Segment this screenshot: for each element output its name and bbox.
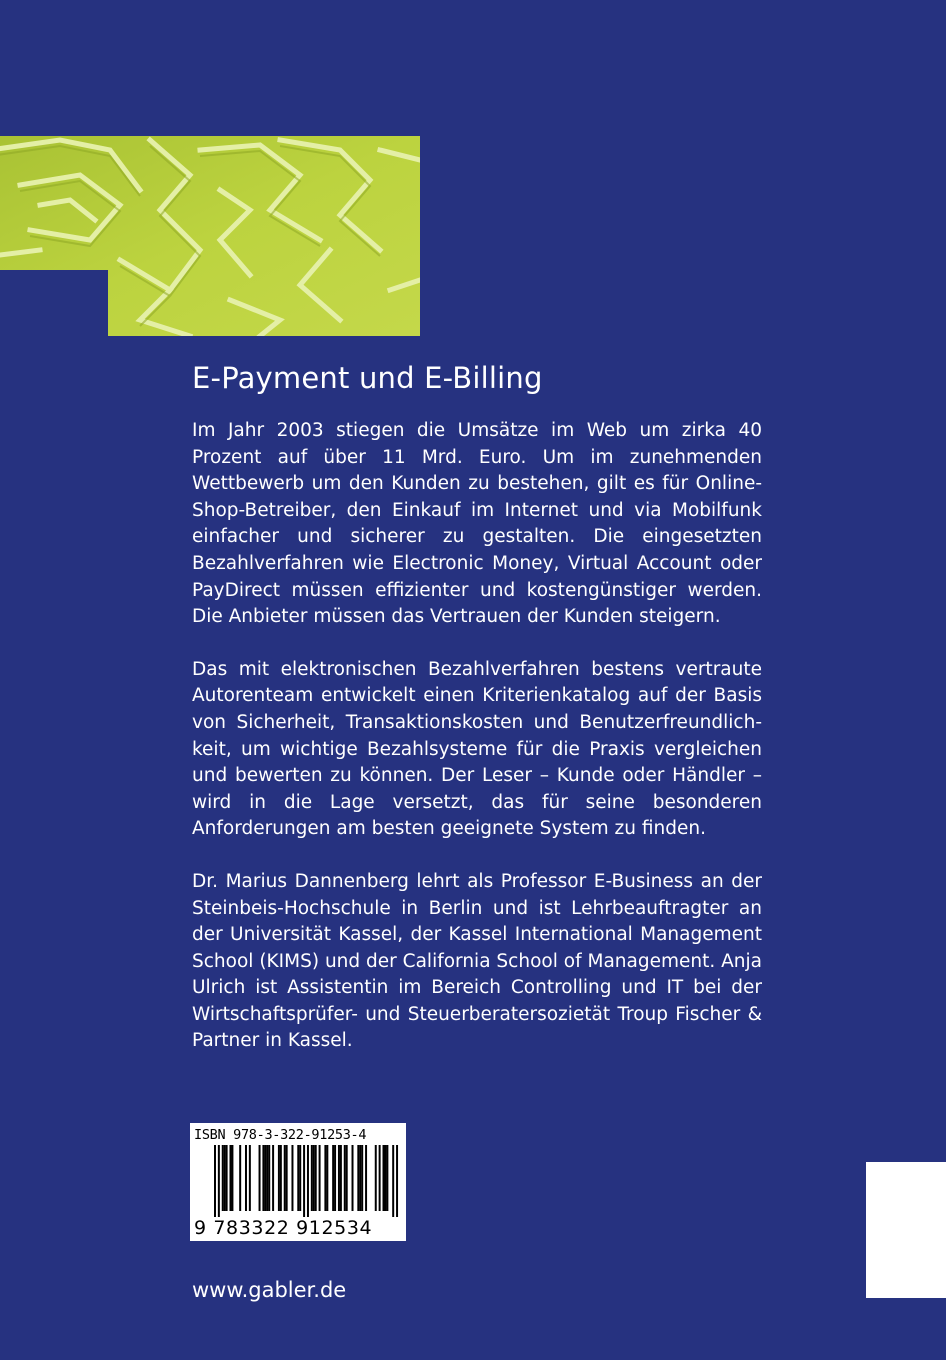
barcode-bar: [383, 1145, 385, 1211]
barcode-bar: [278, 1145, 280, 1211]
barcode-bar: [352, 1145, 354, 1211]
barcode-bar: [386, 1145, 388, 1211]
ean-digits: 9 783322 912534: [194, 1217, 373, 1239]
barcode-bar: [272, 1145, 274, 1211]
barcode-bar: [222, 1145, 224, 1211]
maze-illustration: [0, 0, 420, 336]
barcode-bar: [226, 1145, 228, 1211]
author-bio-paragraph: Dr. Marius Dannenberg lehrt als Professor E-Business an der Steinbeis-Hochschule in Berlin und ist Lehrbeauftragter an der Universität Kassel, der Kassel International Management School (KIMS) und der California School of Management. Anja Ulrich ist Assistentin im Bereich Controlling und IT bei der Wirtschaftsprüfer- und Steuerberatersozietät Troup Fischer & Partner in Kassel.: [192, 870, 762, 1052]
publisher-website: www.gabler.de: [192, 1278, 347, 1302]
barcode-bar: [315, 1145, 317, 1211]
barcode-bar: [262, 1145, 264, 1211]
barcode-bar: [365, 1145, 367, 1211]
barcode-bar: [379, 1145, 381, 1211]
barcode-bar: [344, 1145, 346, 1211]
barcode-bar: [311, 1145, 313, 1211]
barcode-bar: [384, 1145, 386, 1211]
barcode-bar: [284, 1145, 286, 1211]
barcode-bar: [338, 1145, 340, 1211]
barcode-bar: [291, 1145, 293, 1211]
barcode-bar: [307, 1145, 309, 1217]
barcode-bar: [340, 1145, 342, 1211]
barcode-bar: [231, 1145, 233, 1211]
barcode-bar: [214, 1145, 216, 1217]
barcode-bar: [297, 1145, 299, 1211]
book-title: E-Payment und E-Billing: [192, 361, 543, 395]
barcode-bar: [313, 1145, 315, 1211]
barcode-bar: [396, 1145, 398, 1217]
description-paragraph-2: Das mit elektronischen Bezahlverfahren bestens vertraute Autorenteam entwickelt einen Kriterienkatalog auf der Basis von Sicherheit, Transaktionskosten und Benutzerfreundlichkeit, um wichtige Bezahlsysteme für die Praxis vergleichen und bewerten zu können. Der Leser – Kunde oder Händler – wird in die Lage versetzt, das für seine besonderen Anforderungen am besten geeignete System zu finden.: [192, 658, 762, 840]
barcode-bar: [303, 1145, 305, 1217]
barcode-bar: [375, 1145, 377, 1211]
barcode-bar: [392, 1145, 394, 1217]
barcode-bar: [357, 1145, 359, 1211]
isbn-barcode: [190, 1123, 406, 1241]
barcode-bar: [326, 1145, 328, 1211]
barcode-bar: [224, 1145, 226, 1211]
barcode-bar: [266, 1145, 268, 1211]
barcode-bar: [264, 1145, 266, 1211]
barcode-bar: [286, 1145, 288, 1211]
barcode-bar: [218, 1145, 220, 1217]
barcode-bar: [319, 1145, 321, 1211]
barcode-bar: [346, 1145, 348, 1211]
barcode-bar: [361, 1145, 363, 1211]
barcode-bar: [359, 1145, 361, 1211]
isbn-label: ISBN 978-3-322-91253-4: [194, 1127, 367, 1143]
barcode-bar: [268, 1145, 270, 1211]
barcode-bar: [324, 1145, 326, 1211]
barcode-bar: [249, 1145, 251, 1211]
barcode-bar: [299, 1145, 301, 1211]
barcode-bar: [245, 1145, 247, 1211]
barcode-bars: [194, 1145, 402, 1217]
barcode-bar: [332, 1145, 334, 1211]
description-paragraph-1: Im Jahr 2003 stiegen die Umsätze im Web um zirka 40 Prozent auf über 11 Mrd. Euro. Um im zunehmenden Wettbewerb um den Kunden zu bestehen, gilt es für Online-Shop-Betreiber, den Einkauf im Internet und via Mobilfunk einfacher und sicherer zu gestalten. Die eingesetzten Bezahlverfahren wie Electronic Money, Virtual Account oder PayDirect müssen effizienter und kostengünstiger werden. Die Anbieter müssen das Vertrauen der Kunden steigern.: [192, 420, 762, 628]
back-cover-text: [192, 358, 762, 1081]
barcode-bar: [259, 1145, 261, 1211]
barcode-bar: [229, 1145, 231, 1211]
barcode-bar: [280, 1145, 282, 1211]
barcode-bar: [239, 1145, 241, 1211]
barcode-bar: [334, 1145, 336, 1211]
white-label-area: [866, 1162, 946, 1298]
